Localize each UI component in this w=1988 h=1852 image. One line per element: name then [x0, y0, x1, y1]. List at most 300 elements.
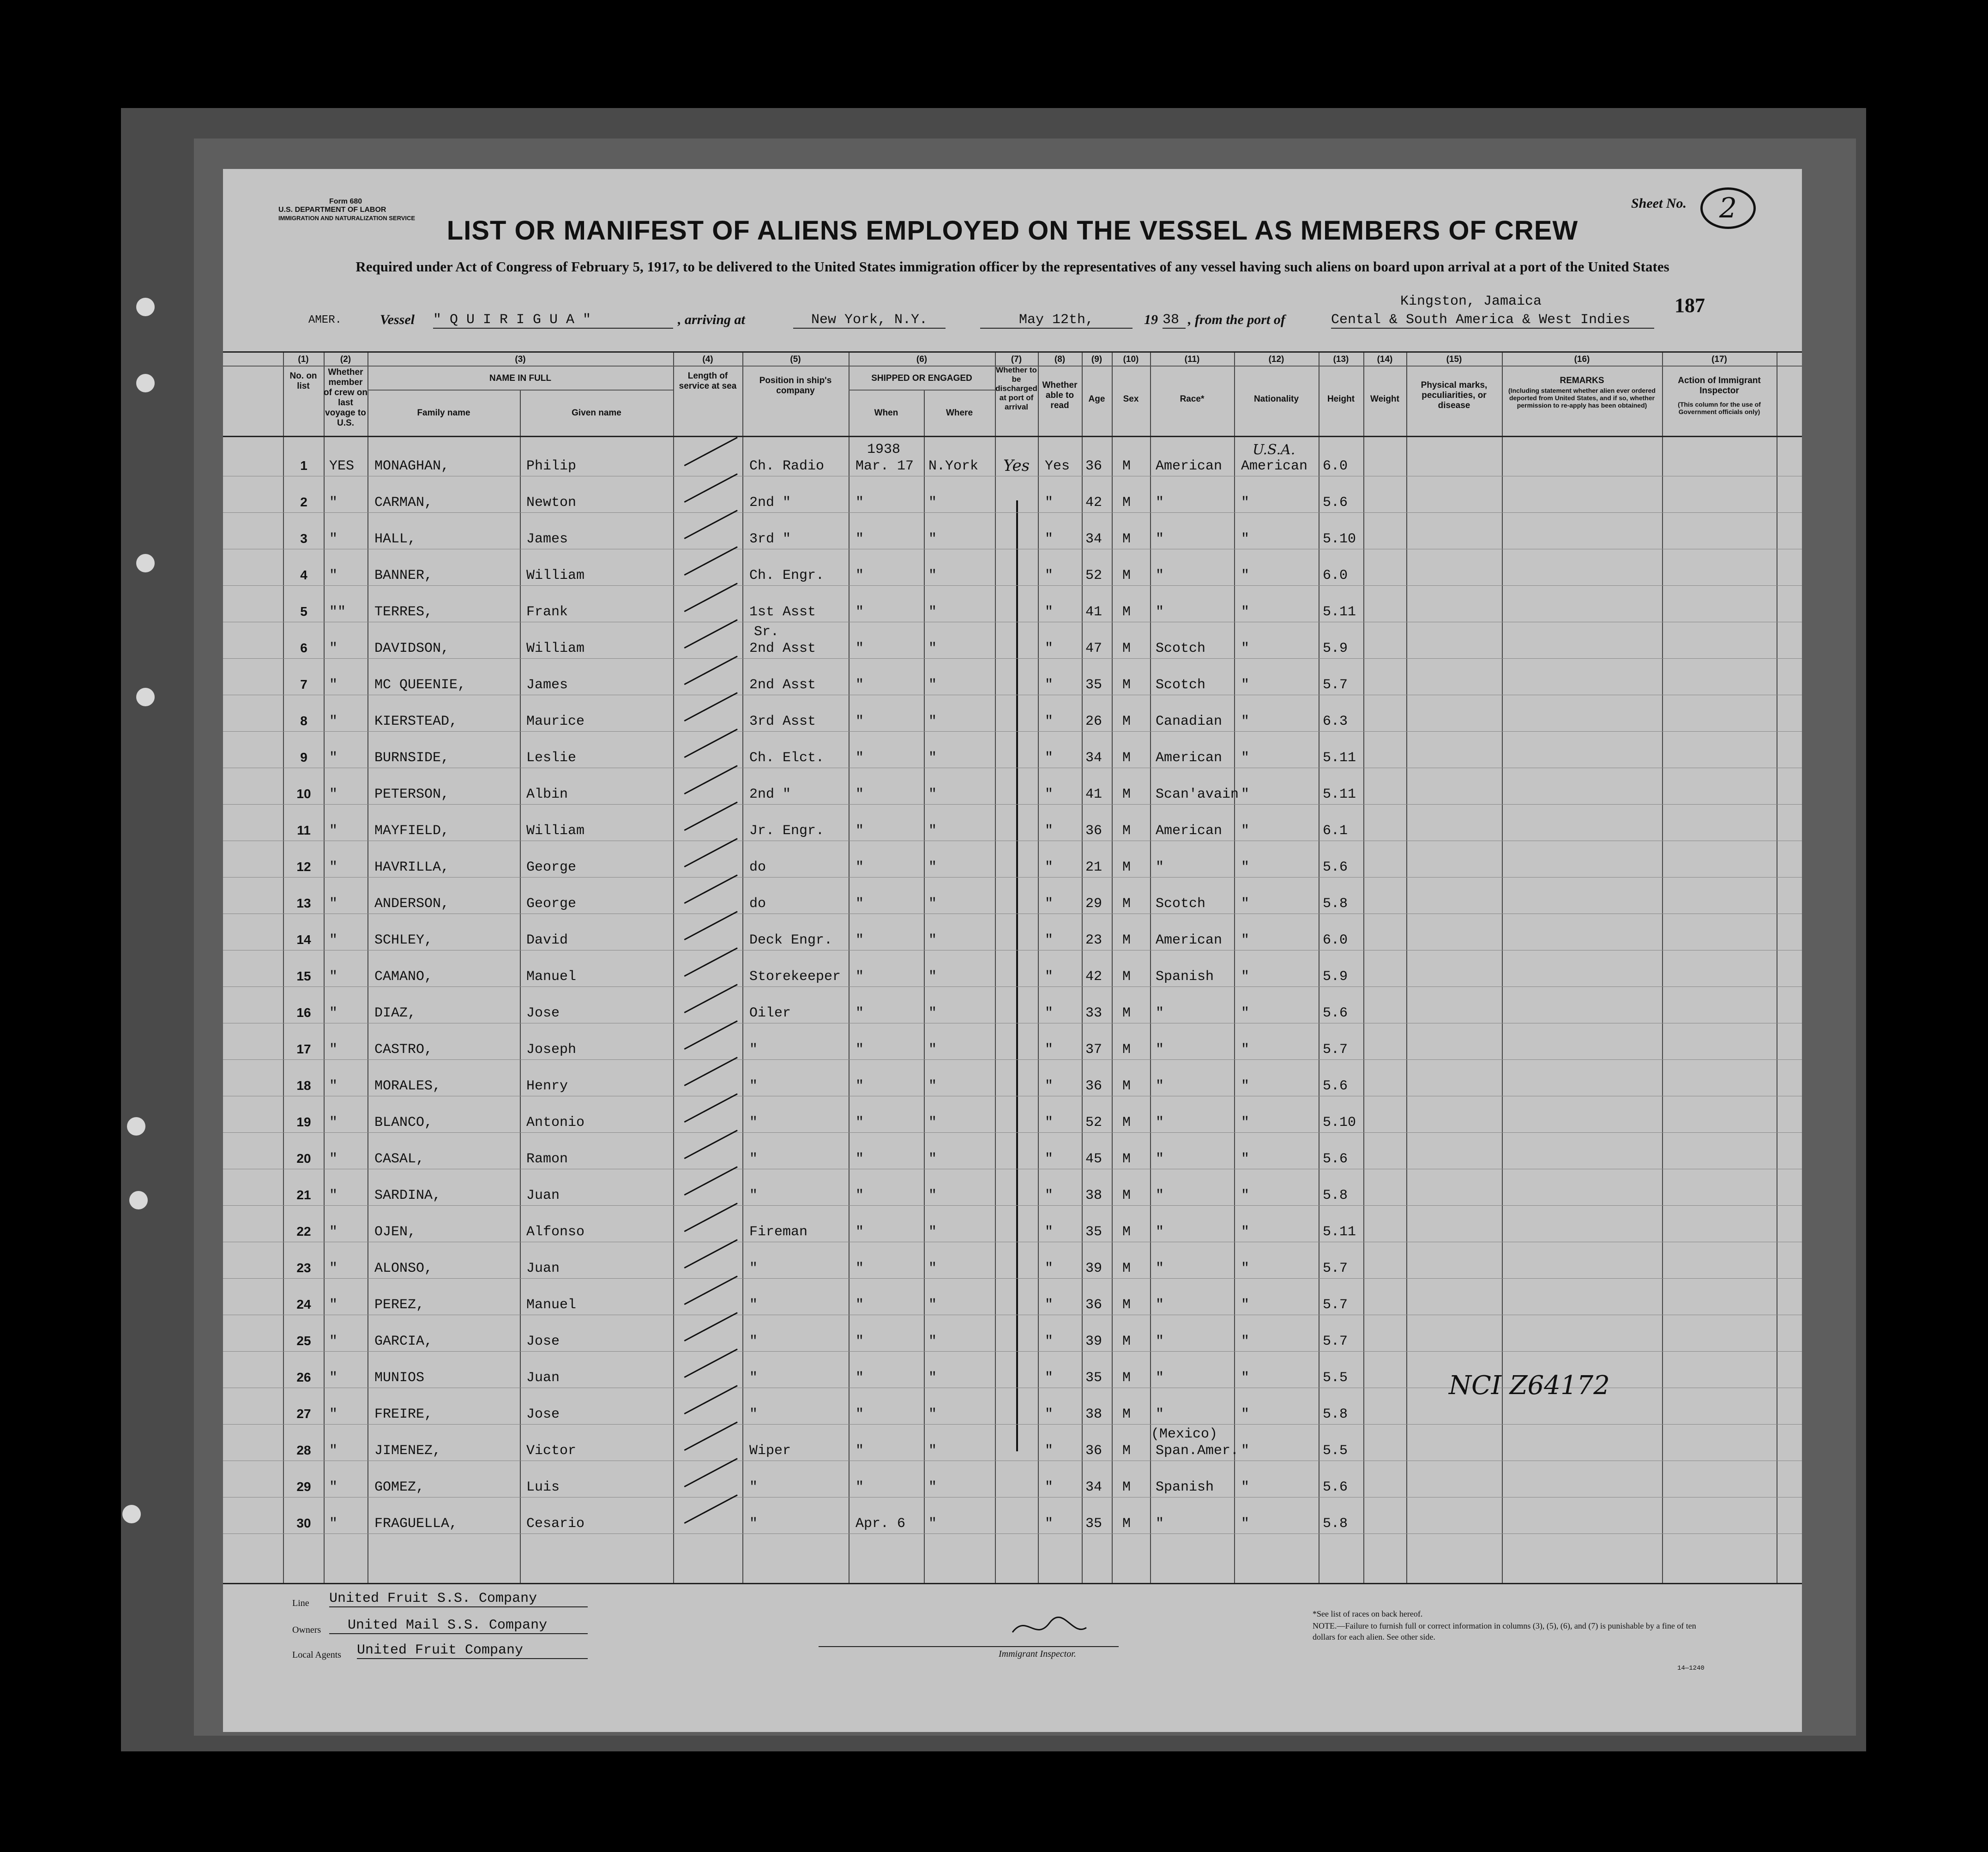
cell-shipped-when: " — [855, 860, 864, 875]
col-line — [1662, 353, 1663, 1583]
cell-nationality: " — [1241, 1224, 1250, 1240]
row-rule — [223, 804, 1802, 805]
cell-shipped-where: " — [928, 604, 937, 620]
cell-sex: M — [1122, 1115, 1131, 1130]
cell-able-to-read: " — [1045, 1042, 1054, 1058]
cell-height: 5.7 — [1323, 1334, 1348, 1349]
flag: AMER. — [308, 314, 342, 326]
col-line — [283, 353, 284, 1583]
col-line — [367, 353, 368, 1583]
cell-race-note: (Mexico) — [1151, 1426, 1218, 1442]
cell-discharged: Yes — [1003, 457, 1030, 475]
cell-prev-voyage: " — [329, 1479, 338, 1495]
cell-nationality: " — [1241, 860, 1250, 875]
cell-family-name: GARCIA, — [374, 1334, 433, 1349]
cell-able-to-read: " — [1045, 932, 1054, 948]
line-label: Line — [292, 1598, 309, 1608]
cell-age: 34 — [1085, 531, 1102, 547]
cell-able-to-read: " — [1045, 1479, 1054, 1495]
cell-height: 5.9 — [1323, 641, 1348, 656]
cell-nationality: " — [1241, 1443, 1250, 1459]
cell-family-name: CASTRO, — [374, 1042, 433, 1058]
cell-prev-voyage: " — [329, 1115, 338, 1130]
row-number: 3 — [300, 531, 307, 546]
cell-able-to-read: " — [1045, 969, 1054, 985]
cell-family-name: BURNSIDE, — [374, 750, 450, 766]
owners-label: Owners — [292, 1625, 321, 1635]
voyage-line — [223, 294, 1802, 349]
cell-nationality: " — [1241, 823, 1250, 839]
cell-position: Deck Engr. — [749, 932, 833, 948]
row-number: 9 — [300, 750, 307, 764]
row-number: 5 — [300, 604, 307, 619]
row-rule — [223, 585, 1802, 586]
col14-header: Weight — [1370, 394, 1399, 404]
col1-header: No. on list — [289, 371, 317, 391]
cell-shipped-where: " — [928, 787, 937, 802]
cell-shipped-when: " — [855, 714, 864, 729]
cell-shipped-when: " — [855, 1224, 864, 1240]
row-number: 12 — [296, 860, 311, 874]
cell-prev-voyage: " — [329, 1188, 338, 1203]
cell-position: 2nd " — [749, 495, 791, 511]
binder-hole — [136, 688, 155, 706]
row-number: 25 — [296, 1334, 311, 1348]
cell-sex: M — [1122, 1443, 1131, 1459]
col9-header: Age — [1088, 394, 1105, 404]
cell-shipped-where: " — [928, 641, 937, 656]
cell-family-name: ALONSO, — [374, 1261, 433, 1276]
cell-shipped-where: " — [928, 1115, 937, 1130]
cell-race: Span.Amer. — [1156, 1443, 1239, 1459]
cell-nationality: " — [1241, 677, 1250, 693]
cell-age: 36 — [1085, 1443, 1102, 1459]
cell-able-to-read: " — [1045, 604, 1054, 620]
owners-value: United Mail S.S. Company — [329, 1617, 588, 1634]
cell-shipped-when: " — [855, 1443, 864, 1459]
cell-sex: M — [1122, 896, 1131, 912]
row-number: 18 — [296, 1078, 311, 1093]
cell-sex: M — [1122, 1479, 1131, 1495]
col15-header: Physical marks, peculiarities, or disease — [1421, 380, 1488, 410]
cell-position: " — [749, 1078, 758, 1094]
arrival-port: New York, N.Y. — [793, 312, 946, 329]
cell-family-name: BLANCO, — [374, 1115, 433, 1130]
cell-race: " — [1156, 1370, 1164, 1386]
cell-age: 36 — [1085, 1078, 1102, 1094]
cell-given-name: Maurice — [526, 714, 585, 729]
binder-hole — [122, 1505, 141, 1523]
department: U.S. DEPARTMENT OF LABOR — [278, 206, 386, 214]
row-number: 28 — [296, 1443, 311, 1457]
cell-sex: M — [1122, 495, 1131, 511]
cell-age: 38 — [1085, 1188, 1102, 1203]
cell-shipped-where: " — [928, 969, 937, 985]
row-number: 10 — [296, 787, 311, 801]
cell-position-prefix: Sr. — [754, 624, 779, 640]
cell-race: " — [1156, 1407, 1164, 1422]
cell-family-name: PETERSON, — [374, 787, 450, 802]
cell-height: 5.7 — [1323, 1042, 1348, 1058]
cell-shipped-when: " — [855, 896, 864, 912]
cell-position: 2nd Asst — [749, 641, 816, 656]
cell-prev-voyage: " — [329, 1443, 338, 1459]
cell-prev-voyage: " — [329, 823, 338, 839]
cell-position: " — [749, 1297, 758, 1313]
cell-shipped-when: " — [855, 1407, 864, 1422]
col11-header: Race* — [1180, 394, 1205, 404]
cell-able-to-read: " — [1045, 1005, 1054, 1021]
cell-race: American — [1156, 750, 1223, 766]
cell-race: American — [1156, 458, 1223, 474]
arrival-date: May 12th, — [980, 312, 1133, 329]
col3-given-header: Given name — [572, 408, 621, 418]
cell-given-name: George — [526, 896, 577, 912]
cell-height: 5.9 — [1323, 969, 1348, 985]
cell-race: Scotch — [1156, 677, 1206, 693]
cell-height: 5.5 — [1323, 1370, 1348, 1386]
col6-where-header: Where — [946, 408, 973, 418]
cell-sex: M — [1122, 1042, 1131, 1058]
row-number: 17 — [296, 1042, 311, 1056]
cell-given-name: Jose — [526, 1407, 560, 1422]
col1-num: (1) — [298, 355, 309, 364]
row-rule — [223, 1351, 1802, 1352]
cell-given-name: William — [526, 823, 585, 839]
cell-age: 29 — [1085, 896, 1102, 912]
from-port-top: Kingston, Jamaica — [1400, 294, 1542, 309]
cell-race: American — [1156, 823, 1223, 839]
row-rule — [223, 658, 1802, 659]
cell-family-name: MORALES, — [374, 1078, 441, 1094]
cell-family-name: HAVRILLA, — [374, 860, 450, 875]
cell-height: 5.6 — [1323, 1151, 1348, 1167]
col12-header: Nationality — [1253, 394, 1299, 404]
cell-height: 6.0 — [1323, 932, 1348, 948]
cell-family-name: CARMAN, — [374, 495, 433, 511]
cell-sex: M — [1122, 750, 1131, 766]
handwritten-remark: NCI Z64172 — [1449, 1371, 1610, 1401]
cell-family-name: FREIRE, — [374, 1407, 433, 1422]
col-line — [1234, 353, 1235, 1583]
cell-shipped-where: " — [928, 1407, 937, 1422]
cell-nationality: " — [1241, 896, 1250, 912]
cell-shipped-where: " — [928, 714, 937, 729]
cell-height: 5.8 — [1323, 1407, 1348, 1422]
cell-sex: M — [1122, 458, 1131, 474]
cell-family-name: SARDINA, — [374, 1188, 441, 1203]
cell-prev-voyage: " — [329, 750, 338, 766]
col13-header: Height — [1327, 394, 1355, 404]
manifest-page — [223, 169, 1802, 1732]
cell-age: 33 — [1085, 1005, 1102, 1021]
cell-age: 35 — [1085, 677, 1102, 693]
vessel-label: Vessel — [380, 312, 415, 327]
cell-shipped-when: Mar. 17 — [855, 458, 914, 474]
cell-able-to-read: " — [1045, 1516, 1054, 1532]
cell-position: Ch. Elct. — [749, 750, 825, 766]
cell-family-name: TERRES, — [374, 604, 433, 620]
cell-shipped-where: " — [928, 1261, 937, 1276]
cell-prev-voyage: " — [329, 1261, 338, 1276]
discharge-ditto-line — [1016, 500, 1018, 1451]
cell-height: 5.11 — [1323, 1224, 1356, 1240]
cell-position: Ch. Radio — [749, 458, 825, 474]
row-rule — [223, 1205, 1802, 1206]
cell-given-name: George — [526, 860, 577, 875]
cell-height: 5.11 — [1323, 787, 1356, 802]
col7-num: (7) — [1011, 355, 1022, 364]
col6-num: (6) — [916, 355, 928, 364]
row-number: 14 — [296, 932, 311, 947]
page-title: LIST OR MANIFEST OF ALIENS EMPLOYED ON THE VESSEL AS MEMBERS OF CREW — [446, 216, 1578, 246]
col16-num: (16) — [1574, 355, 1590, 364]
cell-family-name: HALL, — [374, 531, 416, 547]
col3-num: (3) — [515, 355, 526, 364]
cell-able-to-read: " — [1045, 787, 1054, 802]
cell-shipped-when: " — [855, 1297, 864, 1313]
cell-given-name: Juan — [526, 1370, 560, 1386]
cell-shipped-when: " — [855, 677, 864, 693]
row-number: 23 — [296, 1261, 311, 1275]
cell-race: Scan'avain — [1156, 787, 1239, 802]
cell-family-name: MUNIOS — [374, 1370, 425, 1386]
row-number: 22 — [296, 1224, 311, 1239]
cell-nationality: " — [1241, 495, 1250, 511]
cell-shipped-when: " — [855, 1042, 864, 1058]
cell-race: " — [1156, 1516, 1164, 1532]
cell-given-name: Juan — [526, 1188, 560, 1203]
row-number: 29 — [296, 1479, 311, 1494]
cell-position: Ch. Engr. — [749, 568, 825, 583]
cell-position: do — [749, 896, 766, 912]
row-number: 20 — [296, 1151, 311, 1166]
row-number: 15 — [296, 969, 311, 983]
row-number: 30 — [296, 1516, 311, 1530]
cell-prev-voyage: " — [329, 1407, 338, 1422]
cell-sex: M — [1122, 1224, 1131, 1240]
cell-position: " — [749, 1042, 758, 1058]
cell-age: 52 — [1085, 1115, 1102, 1130]
cell-age: 36 — [1085, 823, 1102, 839]
cell-height: 5.6 — [1323, 495, 1348, 511]
cell-nationality: " — [1241, 969, 1250, 985]
cell-shipped-where: " — [928, 1334, 937, 1349]
cell-able-to-read: " — [1045, 823, 1054, 839]
col-line — [995, 353, 996, 1583]
col2-header: Whether member of crew on last voyage to U.S. — [324, 367, 368, 428]
cell-sex: M — [1122, 1151, 1131, 1167]
cell-age: 35 — [1085, 1224, 1102, 1240]
cell-age: 42 — [1085, 969, 1102, 985]
cell-prev-voyage: " — [329, 568, 338, 583]
cell-shipped-where: " — [928, 568, 937, 583]
cell-height: 5.10 — [1323, 1115, 1356, 1130]
cell-sex: M — [1122, 1261, 1131, 1276]
cell-shipped-when: " — [855, 1005, 864, 1021]
cell-height: 5.6 — [1323, 1078, 1348, 1094]
cell-position: Oiler — [749, 1005, 791, 1021]
cell-nationality: " — [1241, 641, 1250, 656]
cell-shipped-where: " — [928, 750, 937, 766]
col8-header: Whether able to read — [1042, 380, 1078, 410]
cell-height: 5.8 — [1323, 896, 1348, 912]
cell-given-name: Ramon — [526, 1151, 568, 1167]
row-rule — [223, 512, 1802, 513]
col-line — [1038, 353, 1039, 1583]
cell-position: 2nd " — [749, 787, 791, 802]
col12-num: (12) — [1268, 355, 1284, 364]
cell-height: 5.8 — [1323, 1188, 1348, 1203]
cell-height: 5.7 — [1323, 677, 1348, 693]
cell-able-to-read: " — [1045, 495, 1054, 511]
col16-header: REMARKS — [1560, 376, 1604, 385]
cell-shipped-where: " — [928, 677, 937, 693]
binder-hole — [136, 554, 155, 572]
col7-header: Whether to be discharged at port of arrival — [995, 366, 1037, 411]
cell-able-to-read: " — [1045, 1188, 1054, 1203]
col-line — [1363, 353, 1364, 1583]
cell-given-name: Victor — [526, 1443, 577, 1459]
cell-sex: M — [1122, 1407, 1131, 1422]
cell-family-name: SCHLEY, — [374, 932, 433, 948]
cell-nationality: " — [1241, 787, 1250, 802]
col10-num: (10) — [1123, 355, 1139, 364]
cell-height: 5.11 — [1323, 750, 1356, 766]
col6-when-header: When — [874, 408, 898, 418]
cell-shipped-where: " — [928, 1042, 937, 1058]
cell-race: " — [1156, 1078, 1164, 1094]
cell-height: 5.7 — [1323, 1297, 1348, 1313]
cell-shipped-where: " — [928, 860, 937, 875]
cell-nationality: " — [1241, 714, 1250, 729]
col15-num: (15) — [1446, 355, 1462, 364]
cell-nationality: " — [1241, 1151, 1250, 1167]
cell-given-name: Manuel — [526, 1297, 577, 1313]
cell-prev-voyage: " — [329, 1005, 338, 1021]
col-line — [1150, 353, 1151, 1583]
binder-hole — [129, 1191, 148, 1209]
cell-shipped-when: " — [855, 932, 864, 948]
form-number: Form 680 — [329, 198, 362, 205]
cell-race: " — [1156, 531, 1164, 547]
cell-race: " — [1156, 1188, 1164, 1203]
cell-position: " — [749, 1334, 758, 1349]
cell-able-to-read: " — [1045, 1151, 1054, 1167]
cell-family-name: JIMENEZ, — [374, 1443, 441, 1459]
col17-note: (This column for the use of Government officials only) — [1678, 401, 1761, 415]
cell-age: 39 — [1085, 1334, 1102, 1349]
arriving-label: , arriving at — [678, 312, 745, 327]
cell-prev-voyage: YES — [329, 458, 355, 474]
inspector-signature — [1008, 1605, 1091, 1651]
binder-hole — [127, 1117, 145, 1136]
cell-able-to-read: " — [1045, 1078, 1054, 1094]
cell-shipped-when: " — [855, 1334, 864, 1349]
cell-family-name: OJEN, — [374, 1224, 416, 1240]
row-number: 27 — [296, 1407, 311, 1421]
cell-shipped-when: " — [855, 568, 864, 583]
from-port: Cental & South America & West Indies — [1331, 312, 1654, 329]
cell-given-name: David — [526, 932, 568, 948]
cell-race: " — [1156, 860, 1164, 875]
col14-num: (14) — [1377, 355, 1393, 364]
col-line — [673, 353, 674, 1583]
from-label: , from the port of — [1188, 312, 1285, 327]
cell-age: 41 — [1085, 604, 1102, 620]
row-rule — [223, 1132, 1802, 1133]
cell-given-name: Antonio — [526, 1115, 585, 1130]
cell-given-name: Jose — [526, 1005, 560, 1021]
cell-age: 35 — [1085, 1370, 1102, 1386]
cell-shipped-where: " — [928, 1297, 937, 1313]
col5-num: (5) — [790, 355, 801, 364]
row-rule — [223, 1533, 1802, 1534]
cell-prev-voyage: " — [329, 1042, 338, 1058]
cell-age: 45 — [1085, 1151, 1102, 1167]
cell-nationality-note: U.S.A. — [1253, 442, 1295, 458]
col4-num: (4) — [702, 355, 713, 364]
cell-nationality: American — [1241, 458, 1308, 474]
cell-prev-voyage: " — [329, 1297, 338, 1313]
row-rule — [223, 1278, 1802, 1279]
col3-header: NAME IN FULL — [489, 373, 552, 383]
cell-position: Fireman — [749, 1224, 808, 1240]
cell-age: 52 — [1085, 568, 1102, 583]
col-line — [1112, 353, 1113, 1583]
cell-age: 23 — [1085, 932, 1102, 948]
cell-given-name: James — [526, 677, 568, 693]
row-number: 1 — [300, 458, 307, 473]
cell-prev-voyage: " — [329, 1334, 338, 1349]
cell-prev-voyage: " — [329, 787, 338, 802]
col2-num: (2) — [340, 355, 351, 364]
cell-nationality: " — [1241, 1115, 1250, 1130]
cell-shipped-when: Apr. 6 — [855, 1516, 906, 1532]
col11-num: (11) — [1184, 355, 1200, 364]
cell-sex: M — [1122, 568, 1131, 583]
year-prefix: 19 — [1144, 312, 1158, 327]
agents-value: United Fruit Company — [357, 1642, 588, 1659]
cell-sex: M — [1122, 1188, 1131, 1203]
cell-sex: M — [1122, 1078, 1131, 1094]
cell-sex: M — [1122, 932, 1131, 948]
cell-height: 5.6 — [1323, 860, 1348, 875]
cell-race: Scotch — [1156, 641, 1206, 656]
cell-able-to-read: " — [1045, 750, 1054, 766]
cell-shipped-where: " — [928, 531, 937, 547]
cell-given-name: Frank — [526, 604, 568, 620]
cell-shipped-where: " — [928, 1188, 937, 1203]
cell-family-name: DIAZ, — [374, 1005, 416, 1021]
cell-race: " — [1156, 1224, 1164, 1240]
cell-position: Wiper — [749, 1443, 791, 1459]
cell-shipped-when: " — [855, 823, 864, 839]
cell-shipped-when: " — [855, 750, 864, 766]
cell-given-name: Jose — [526, 1334, 560, 1349]
cell-race: American — [1156, 932, 1223, 948]
row-number: 26 — [296, 1370, 311, 1384]
cell-prev-voyage: "" — [329, 604, 346, 620]
cell-given-name: Manuel — [526, 969, 577, 985]
cell-able-to-read: " — [1045, 1297, 1054, 1313]
cell-sex: M — [1122, 1516, 1131, 1532]
cell-given-name: William — [526, 641, 585, 656]
row-rule — [223, 1059, 1802, 1060]
cell-shipped-where: " — [928, 1479, 937, 1495]
cell-height: 5.11 — [1323, 604, 1356, 620]
cell-shipped-where: " — [928, 1516, 937, 1532]
